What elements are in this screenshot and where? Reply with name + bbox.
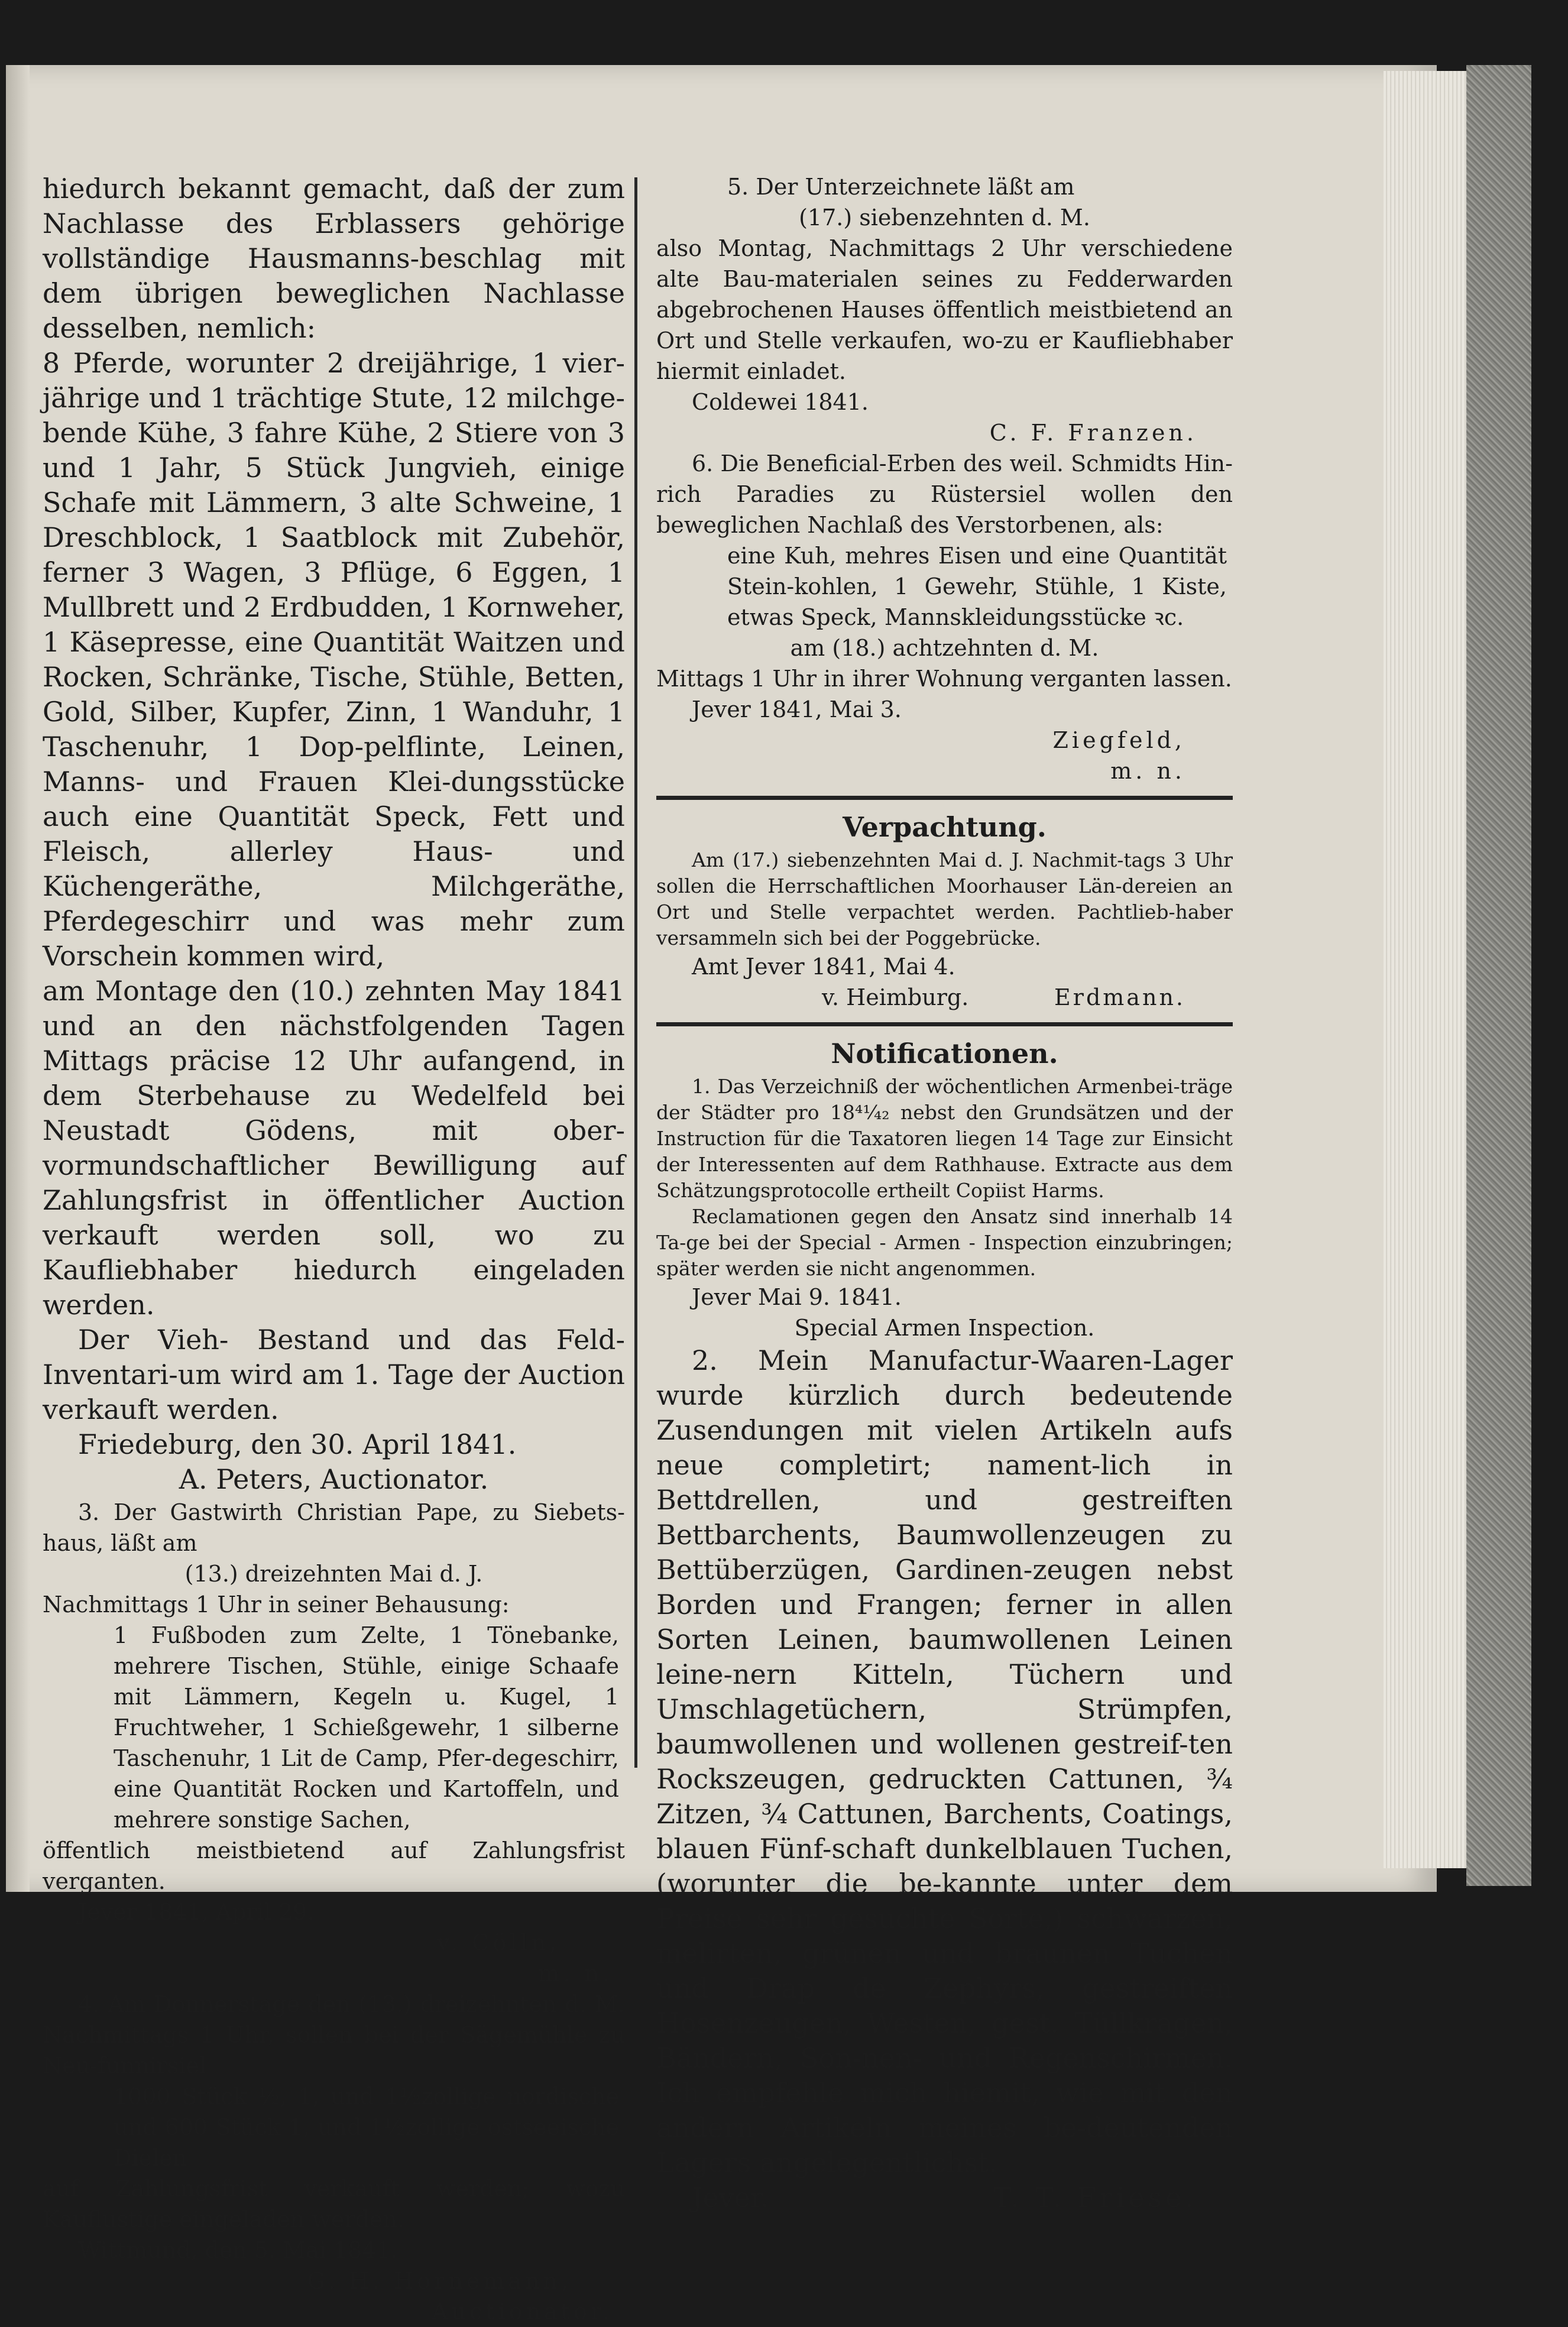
notice-5-lead: 5. Der Unterzeichnete läßt am [727, 174, 1075, 200]
lease-signature-right: Erdmann. [1054, 984, 1185, 1010]
notice-6-signature-2: m. n. [1110, 758, 1185, 784]
lease-signature-left: v. Heimburg. [822, 984, 969, 1010]
notice-3-date: (13.) dreizehnten Mai d. J. [184, 1561, 483, 1587]
book-cover-edge [1466, 65, 1531, 1886]
notice-5-date: (17.) siebenzehnten d. M. [799, 205, 1090, 231]
notice-6-items: eine Kuh, mehres Eisen und eine Quantität Stein-kohlen, 1 Gewehr, Stühle, 1 Kiste, etwas Speck, Mannskleidungsstücke ꝛc. [727, 543, 1227, 630]
lease-place-date: Amt Jever 1841, Mai 4. [692, 954, 955, 980]
notice-4-signature-2: Auctionator. [432, 2299, 613, 2325]
notification-2-signature: T. T. Friese. [993, 2182, 1197, 2213]
notice-5-place-date: Coldewei 1841. [692, 389, 869, 415]
right-column [656, 171, 1233, 2215]
page-edges [1384, 71, 1472, 1868]
notice-3-closing: öffentlich meistbietend auf Zahlungsfrist verganten. [43, 1837, 625, 1894]
column-divider [634, 177, 637, 1768]
sale-date-text: am Montage den (10.) zehnten May 1841 und an den nächstfolgenden Tagen Mittags präcise 12 Uhr aufangend, in dem Sterbehause zu Wedelfeld bei Neustadt Gödens, mit ober-vormundschaftlicher Bewilligung auf Zahlungsfrist in öffentlicher Auction verkauft werden soll, wo zu Kaufliebhaber hiedurch eingeladen werden. [43, 975, 625, 1321]
notice-3-signature-2: m. n. [538, 1960, 613, 1986]
intro-text: hiedurch bekannt gemacht, daß der zum Nachlasse des Erblassers gehörige vollständige Hausmanns-beschlag mit dem übrigen beweglichen Nachlasse desselben, nemlich: [43, 173, 625, 344]
notice-3-signature: v. Cölln, [437, 1930, 560, 1956]
section-rule [656, 1022, 1233, 1026]
notice-4-signature: G. H. Hornemann, [307, 2268, 572, 2294]
notice-4-items: 1000 Stück ½, 1, und 1½zollige nordische und 600 Stück 1, und 1½zollige ostseeische Dielen [114, 2083, 619, 2171]
notice-5-signature: C. F. Franzen. [989, 420, 1197, 446]
lease-signatures [656, 982, 1233, 1013]
notice-4-place-date: Wittmund, den 5. Mai 1841. [78, 2237, 398, 2263]
notice-6-signature: Ziegfeld, [1052, 727, 1185, 753]
notification-1-signature: Special Armen Inspection. [794, 1315, 1095, 1341]
lease-heading: Verpachtung. [843, 811, 1047, 843]
livestock-note: Der Vieh- Bestand und das Feld- Inventari-um wird am 1. Tage der Auction verkauft werden. [43, 1324, 625, 1425]
auctioneer-signature: A. Peters, Auctionator. [179, 1463, 489, 1495]
notification-1-text-2: Reclamationen gegen den Ansatz sind innerhalb 14 Ta-ge bei der Special - Armen - Inspection einzubringen; später werden sie nicht angenommen. [656, 1205, 1233, 1280]
section-rule [656, 796, 1233, 800]
notification-2-place: Jever. [692, 2182, 769, 2213]
notifications-heading: Notificationen. [831, 1038, 1058, 1069]
page-gutter [6, 65, 30, 1892]
notice-4-lead: 4. Am Donnerstage den (13.) dreizehnten d. M. Nachmittags 1 Uhr, sollen bei der Sägemühle zu Neu-funnirsiel [43, 1991, 625, 2079]
notice-6-place-date: Jever 1841, Mai 3. [692, 696, 902, 722]
lease-text: Am (17.) siebenzehnten Mai d. J. Nachmit-tags 3 Uhr sollen die Herrschaftlichen Moorhauser Län-dereien an Ort und Stelle verpachtet werden. Pachtlieb-haber versammeln sich bei der Poggebrücke. [656, 848, 1233, 949]
notification-1-text: 1. Das Verzeichniß der wöchentlichen Armenbei-träge der Städter pro 18⁴¹⁄₄₂ nebst den Grundsätzen und der Instruction für die Taxatoren liegen 14 Tage zur Einsicht der Interessenten auf dem Rathhause. Extracte aus dem Schätzungsprotocolle ertheilt Copiist Harms. [656, 1075, 1233, 1202]
inventory-text: 8 Pferde, worunter 2 dreijährige, 1 vier-jährige und 1 trächtige Stute, 12 milchge-bende Kühe, 3 fahre Kühe, 2 Stiere von 3 und 1 Jahr, 5 Stück Jungvieh, einige Schafe mit Lämmern, 3 alte Schweine, 1 Dreschblock, 1 Saatblock mit Zubehör, ferner 3 Wagen, 3 Pflüge, 6 Eggen, 1 Mullbrett und 2 Erdbudden, 1 Kornweher, 1 Käsepresse, eine Quantität Waitzen und Rocken, Schränke, Tische, Stühle, Betten, Gold, Silber, Kupfer, Zinn, 1 Wanduhr, 1 Taschenuhr, 1 Dop-pelflinte, Leinen, Manns- und Frauen Klei-dungsstücke auch eine Quantität Speck, Fett und Fleisch, allerley Haus- und Küchengeräthe, Milchgeräthe, Pferdegeschirr und was mehr zum Vorschein kommen wird, [43, 347, 625, 972]
notice-6-date: am (18.) achtzehnten d. M. [790, 635, 1099, 661]
notice-5-text: also Montag, Nachmittags 2 Uhr verschiedene alte Bau-materialen seines zu Fedderwarden abgebrochenen Hauses öffentlich meistbietend an Ort und Stelle verkaufen, wo-zu er Kaufliebhaber hiermit einladet. [656, 235, 1233, 384]
notice-4-closing: auf Zahlungsfrist verkauft werden; wozu Kauflustige eingeladen werden. [43, 2176, 625, 2232]
notification-2-text: 2. Mein Manufactur-Waaren-Lager wurde kürzlich durch bedeutende Zusendungen mit vielen Artikeln aufs neue completirt; nament-lich in Bettdrellen, und gestreiften Bettbarchents, Baumwollenzeugen zu Bettüberzügen, Gardinen-zeugen nebst Borden und Frangen; ferner in allen Sorten Leinen, baumwollenen Leinen leine-nern Kitteln, Tüchern und Umschlagetüchern, Strümpfen, baumwollenen und wollenen gestreif-ten Rockszeugen, gedruckten Cattunen, ¾ Zitzen, ¾ Cattunen, Barchents, Coatings, blauen Fünf-schaft dunkelblauen Tuchen, (worunter die be-kannte unter dem Preise sehr gesuchte Sorte,) schwarzen, melirten, grünen und braunen Tuchen und Drap de Zephyrs, gestreiften Hosenzeugen, Westen, gest. Tüllkragen, Bändern, Son-nen- und Regenschirmen. Ich empfehle mich hiemit, wie mit den andern Artikeln meines be-deutenden Lagers angelegentlichst. [656, 1344, 1233, 2179]
place-date: Friedeburg, den 30. April 1841. [78, 1428, 517, 1460]
notice-3-place-date: Jever 1841, April 29. [78, 1899, 315, 1925]
notice-3-time: Nachmittags 1 Uhr in seiner Behausung: [43, 1592, 510, 1618]
notification-2-footer [656, 2180, 1233, 2215]
notice-6-text: Mittags 1 Uhr in ihrer Wohnung verganten lassen. [656, 666, 1232, 692]
left-column [43, 171, 625, 2327]
notice-3-items: 1 Fußboden zum Zelte, 1 Tönebanke, mehrere Tischen, Stühle, einige Schaafe mit Lämmern, Kegeln u. Kugel, 1 Fruchtweher, 1 Schießgewehr, 1 silberne Taschenuhr, 1 Lit de Camp, Pfer-degeschirr, eine Quantität Rocken und Kartoffeln, und mehrere sonstige Sachen, [114, 1622, 619, 1833]
notice-6-lead: 6. Die Beneficial-Erben des weil. Schmidts Hin-rich Paradies zu Rüstersiel wollen den beweglichen Nachlaß des Verstorbenen, als: [656, 451, 1233, 538]
notification-1-place-date: Jever Mai 9. 1841. [692, 1284, 902, 1310]
notice-3-lead: 3. Der Gastwirth Christian Pape, zu Siebets-haus, läßt am [43, 1499, 625, 1556]
